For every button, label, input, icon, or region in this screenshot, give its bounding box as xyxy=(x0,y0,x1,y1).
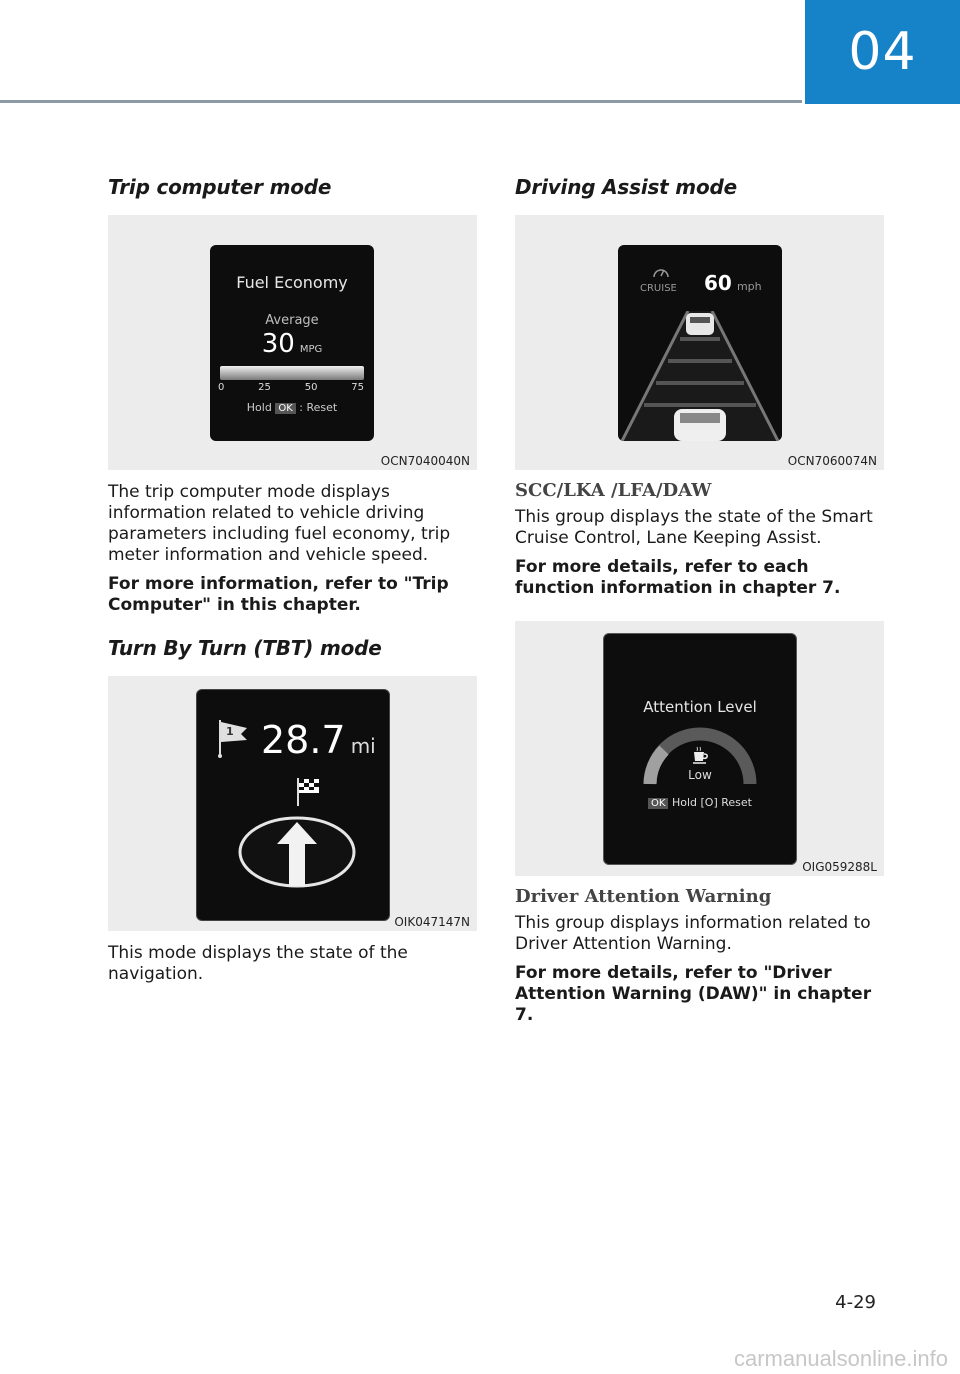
set-speed-value: 60 xyxy=(704,271,732,295)
straight-arrow-icon xyxy=(237,814,357,890)
attention-level-value: Low xyxy=(688,768,712,782)
trip-description: The trip computer mode displays information related to vehicle driving parameters including fuel economy, trip meter information and vehicle speed. xyxy=(108,482,451,565)
distance-readout xyxy=(261,718,376,762)
economy-bar xyxy=(220,366,364,380)
daw-reference: For more details, refer to "Driver Attention Warning (DAW)" in chapter 7. xyxy=(515,963,872,1025)
tick-label: 0 xyxy=(218,382,225,393)
driving-assist-title: Driving Assist mode xyxy=(515,175,737,199)
coffee-cup-icon xyxy=(691,746,711,764)
fuel-economy-screen xyxy=(210,245,374,441)
tbt-figure xyxy=(108,676,477,931)
average-label: Average xyxy=(265,313,319,328)
tick-label: 25 xyxy=(258,382,271,393)
trip-computer-title: Trip computer mode xyxy=(108,175,332,199)
figure-code: OCN7040040N xyxy=(380,454,470,468)
tick-label: 75 xyxy=(351,382,364,393)
right-column xyxy=(515,175,885,1026)
hold-reset-hint xyxy=(604,796,796,809)
trip-reference: For more information, refer to "Trip Computer" in this chapter. xyxy=(108,574,449,615)
page-number: 4-29 xyxy=(835,1292,876,1313)
figure-code: OIG059288L xyxy=(802,860,877,874)
hold-label: Hold xyxy=(246,401,272,414)
cruise-icon xyxy=(652,265,670,279)
daw-subheading: Driver Attention Warning xyxy=(515,886,772,907)
distance-unit: mi xyxy=(350,734,376,758)
distance-value: 28.7 xyxy=(261,718,346,762)
set-speed-readout xyxy=(704,271,762,295)
driving-assist-description: This group displays the state of the Smart Cruise Control, Lane Keeping Assist. xyxy=(515,507,873,548)
mpg-readout xyxy=(210,329,374,359)
left-column xyxy=(108,175,478,985)
driving-assist-figure xyxy=(515,215,884,470)
economy-ticks xyxy=(218,382,364,393)
tbt-title: Turn By Turn (TBT) mode xyxy=(108,636,382,660)
figure-code: OCN7060074N xyxy=(787,454,877,468)
figure-code: OIK047147N xyxy=(394,915,470,929)
flag-number: 1 xyxy=(226,725,234,738)
tbt-description: This mode displays the state of the navigation. xyxy=(108,943,408,984)
mpg-value: 30 xyxy=(261,329,295,359)
ok-badge: OK xyxy=(275,403,295,414)
attention-level-screen xyxy=(603,633,797,865)
tbt-screen xyxy=(196,689,390,921)
hold-reset-hint xyxy=(210,401,374,414)
reset-label: : Reset xyxy=(299,401,338,414)
chapter-tab: 04 xyxy=(805,0,960,104)
driving-assist-reference: For more details, refer to each function information in chapter 7. xyxy=(515,557,841,598)
lane-road-graphic xyxy=(618,311,782,441)
scc-subheading: SCC/LKA /LFA/DAW xyxy=(515,480,712,501)
hold-reset-label: Hold [O] Reset xyxy=(671,796,752,809)
checkered-flag-icon xyxy=(295,776,325,808)
trip-computer-figure xyxy=(108,215,477,470)
ok-badge: OK xyxy=(648,798,668,809)
fuel-economy-title: Fuel Economy xyxy=(236,273,348,292)
mpg-unit: MPG xyxy=(299,344,323,355)
attention-figure xyxy=(515,621,884,876)
attention-level-title: Attention Level xyxy=(643,698,757,716)
set-speed-unit: mph xyxy=(736,280,762,293)
header-rule xyxy=(0,100,802,103)
daw-description: This group displays information related to Driver Attention Warning. xyxy=(515,913,871,954)
footer-watermark: carmanualsonline.info xyxy=(733,1346,948,1371)
driving-assist-screen xyxy=(618,245,782,441)
tick-label: 50 xyxy=(304,382,318,393)
flag-icon xyxy=(217,718,251,758)
cruise-label: CRUISE xyxy=(640,283,677,294)
